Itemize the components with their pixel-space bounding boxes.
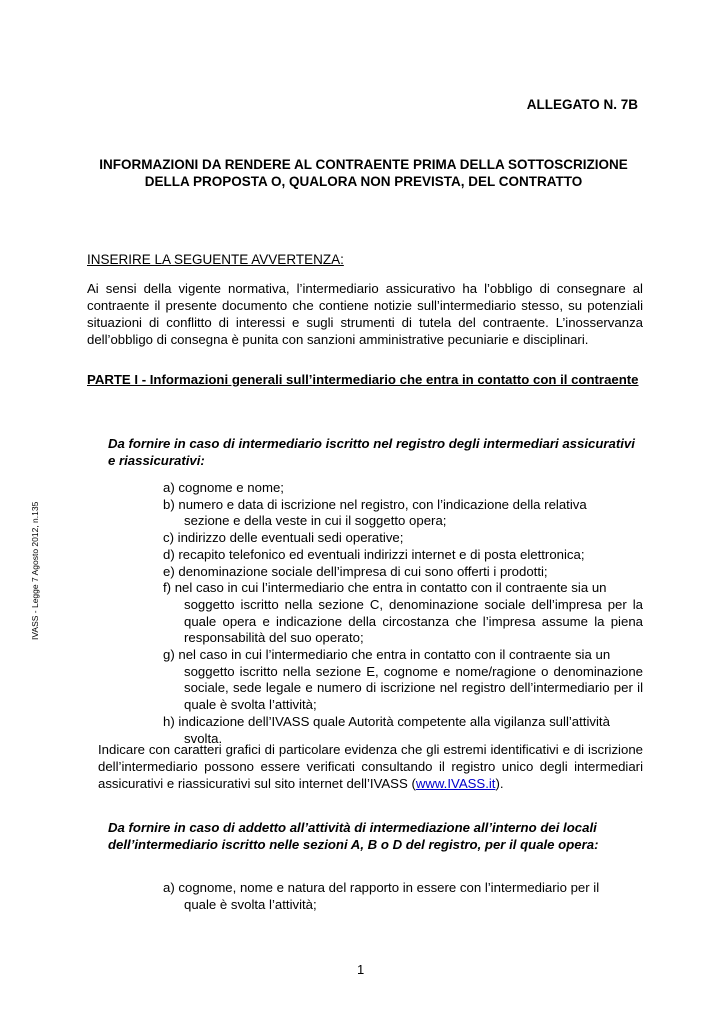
list-item: e) denominazione sociale dell’impresa di cui sono offerti i prodotti;: [163, 563, 548, 579]
ivass-link[interactable]: www.IVASS.it: [415, 776, 496, 791]
warning-text: Ai sensi della vigente normativa, l’intermediario assicurativo ha l’obbligo di consegnare al contraente il presente documento che contiene notizie sull’intermediario stesso, su potenziali situazioni di conflitto di interessi e sugli strumenti di tutela del contraente. L’inosservanza dell’obbligo di consegna è punita con sanzioni amministrative pecuniarie e disciplinari.: [87, 281, 643, 347]
parte-heading: PARTE I - Informazioni generali sull’intermediario che entra in contatto con il contraente: [87, 372, 639, 387]
page-number: 1: [357, 962, 365, 977]
section1-list: [163, 480, 643, 747]
indicate-paragraph: Indicare con caratteri grafici di particolare evidenza che gli estremi identificativi e di iscrizione dell’intermediario possono essere verificati consultando il registro unico degli intermediari assicurativi e riassicurativi sul sito internet dell’IVASS (www.IVASS.it).: [98, 742, 643, 791]
list-item: h) indicazione dell’IVASS quale Autorità competente alla vigilanza sull’attività svolta.: [163, 713, 610, 746]
list-item: b) numero e data di iscrizione nel registro, con l’indicazione della relativa sezione e della veste in cui il soggetto opera;: [163, 496, 587, 529]
section2-list: [163, 880, 643, 913]
section2-heading: Da fornire in caso di addetto all’attività di intermediazione all’interno dei locali dell’intermediario iscritto nelle sezioni A, B o D del registro, per il quale opera:: [108, 820, 599, 852]
list-item: a) cognome, nome e natura del rapporto in essere con l’intermediario per il quale è svolta l’attività;: [163, 880, 600, 912]
warning-heading: INSERIRE LA SEGUENTE AVVERTENZA:: [87, 252, 344, 267]
allegato-label: ALLEGATO N. 7B: [526, 97, 638, 112]
list-item: g) nel caso in cui l’intermediario che entra in contatto con il contraente sia un soggetto iscritto nella sezione E, cognome e nome/ragione o denominazione sociale, sede legale e numero di iscrizione nel registro dell’intermediario per il quale è svolta l’attività;: [163, 647, 643, 713]
list-item: d) recapito telefonico ed eventuali indirizzi internet e di posta elettronica;: [163, 546, 585, 562]
section1-heading: Da fornire in caso di intermediario iscritto nel registro degli intermediari assicurativi e riassicurativi:: [108, 436, 635, 468]
list-item: a) cognome e nome;: [163, 480, 284, 495]
title-line-2: DELLA PROPOSTA O, QUALORA NON PREVISTA, DEL CONTRATTO: [144, 174, 583, 189]
side-note: IVASS - Legge 7 Agosto 2012, n.135: [30, 501, 40, 640]
document-title: [86, 156, 641, 190]
title-line-1: INFORMAZIONI DA RENDERE AL CONTRAENTE PRIMA DELLA SOTTOSCRIZIONE: [99, 157, 628, 172]
list-item: f) nel caso in cui l’intermediario che entra in contatto con il contraente sia un soggetto iscritto nella sezione C, denominazione sociale dell’impresa per la quale opera e indicazione della circostanza che l’impresa assume la piena responsabilità del suo operato;: [163, 580, 643, 646]
list-item: c) indirizzo delle eventuali sedi operative;: [163, 530, 404, 546]
